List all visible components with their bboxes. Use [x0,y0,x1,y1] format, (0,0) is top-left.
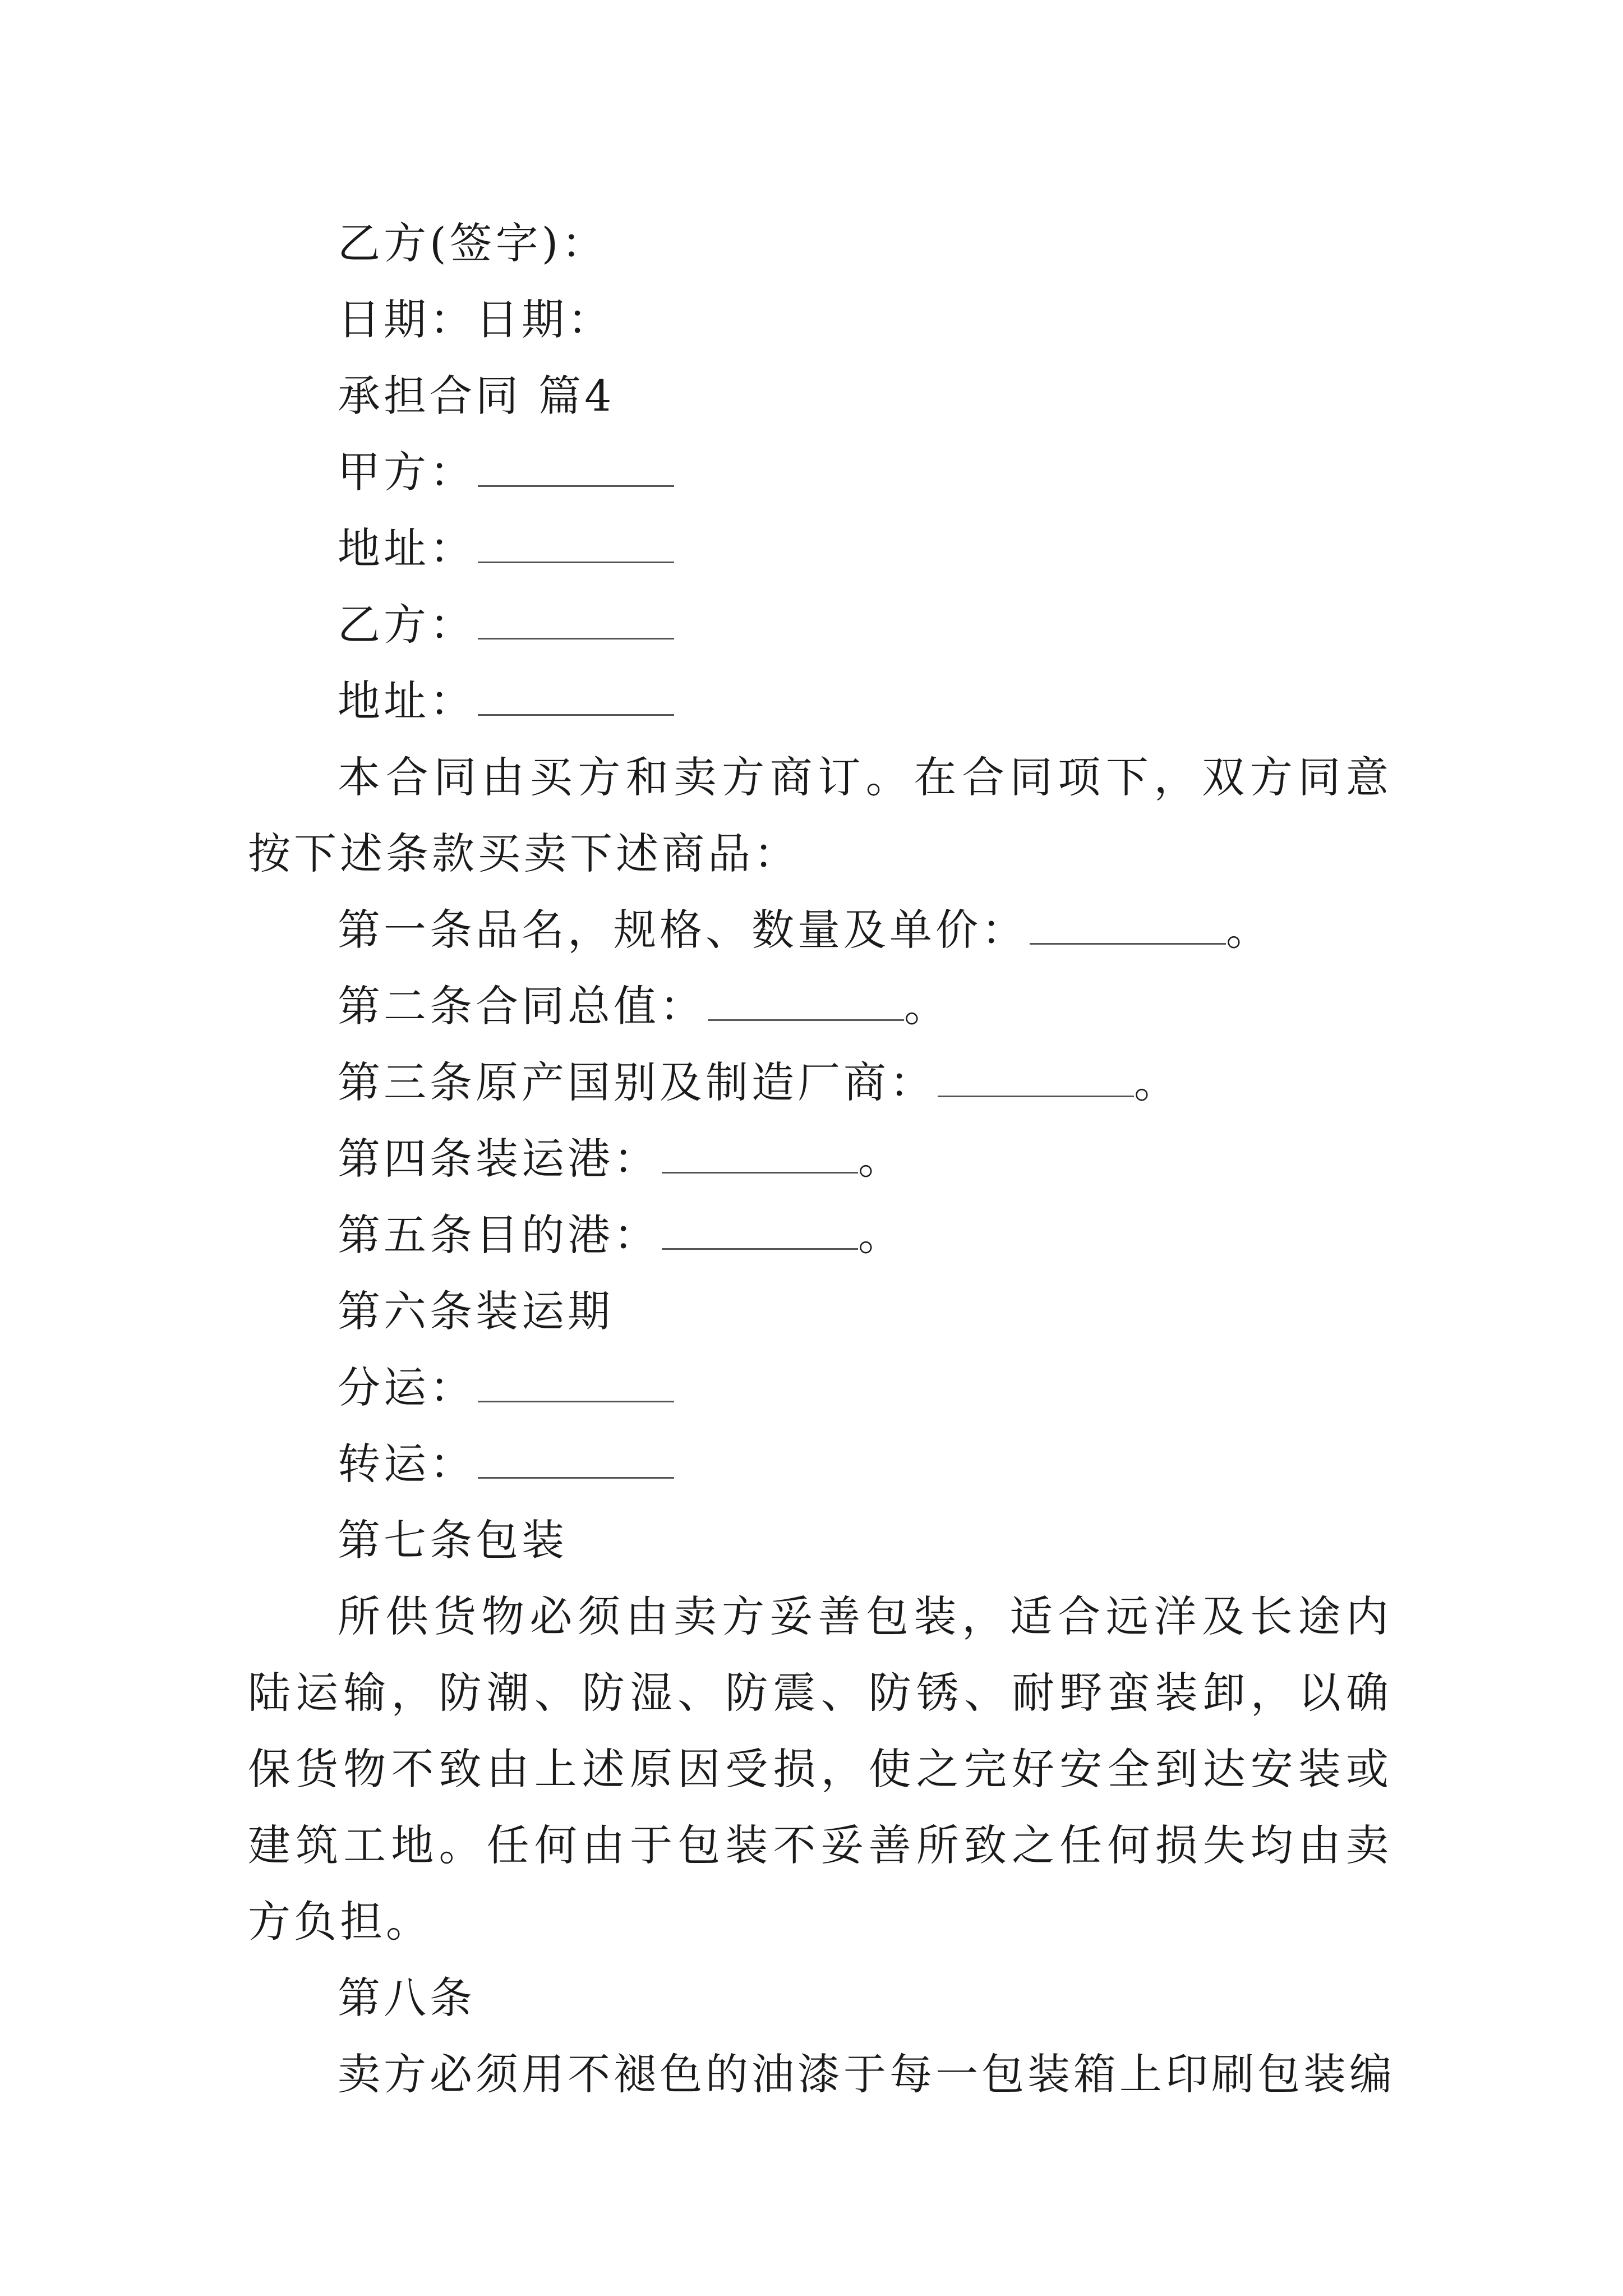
intro-text: 本合同由买方和卖方商订。在合同项下，双方同意按下述条款买卖下述商品： [248,752,1392,878]
date-line [248,282,1392,358]
clause-3-label: 第三条原产国别及制造厂商： [338,1057,935,1107]
party-a-blank[interactable] [478,450,674,487]
clause-4-line [248,1121,1392,1197]
clause-7-title [248,1502,1392,1579]
clause-6-title-text: 第六条装运期 [338,1286,614,1336]
section-title-text: 承担合同 篇4 [338,371,615,421]
clause-8-title-text: 第八条 [338,1973,476,2023]
clause-4-blank[interactable] [662,1137,858,1174]
clause-4-label: 第四条装运港： [338,1134,660,1184]
transshipment-line [248,1426,1392,1502]
clause-7-body-text: 所供货物必须由卖方妥善包装，适合远洋及长途内陆运输，防潮、防湿、防震、防锈、耐野蛮装卸，以确保货物不致由上述原因受损，使之完好安全到达安装或建筑工地。任何由于包装不妥善所致之任何损失均由卖方负担。 [248,1591,1392,1947]
document-body [248,205,1395,2113]
clause-5-label: 第五条目的港： [338,1210,660,1260]
transshipment-blank[interactable] [478,1442,674,1479]
party-b-signature-line [248,205,1392,282]
clause-1-line [248,892,1392,968]
partial-shipment-blank[interactable] [478,1366,674,1402]
party-b-address-label: 地址： [338,676,476,726]
clause-8-paragraph [248,2036,1395,2113]
clause-1-label: 第一条品名，规格、数量及单价： [338,905,1027,955]
clause-2-blank[interactable] [708,984,904,1021]
clause-7-title-text: 第七条包装 [338,1515,568,1565]
party-a-address-blank[interactable] [478,527,674,563]
intro-paragraph [248,739,1392,892]
clause-1-blank[interactable] [1030,908,1226,945]
clause-3-blank[interactable] [938,1061,1134,1097]
party-a-label: 甲方： [338,447,476,497]
clause-8-title [248,1960,1392,2036]
clause-6-title [248,1273,1392,1350]
party-a-address-line [248,510,1392,587]
clause-3-suffix: 。 [1134,1057,1180,1107]
clause-2-line [248,968,1392,1045]
clause-2-label: 第二条合同总值： [338,981,706,1031]
clause-5-line [248,1197,1392,1273]
party-b-line [248,587,1392,663]
party-b-signature-label: 乙方(签字)： [338,218,608,268]
party-b-blank[interactable] [478,603,674,639]
clause-5-suffix: 。 [858,1210,904,1260]
party-b-address-line [248,663,1392,739]
clause-1-suffix: 。 [1226,905,1272,955]
clause-3-line [248,1045,1392,1121]
party-b-label: 乙方： [338,600,476,650]
clause-5-blank[interactable] [662,1213,858,1250]
clause-4-suffix: 。 [858,1134,904,1184]
clause-2-suffix: 。 [904,981,950,1031]
section-title [248,358,1392,434]
clause-7-paragraph [248,1579,1392,1960]
party-a-line [248,434,1392,510]
partial-shipment-line [248,1350,1392,1426]
date-label: 日期：日期： [338,295,614,344]
party-b-address-blank[interactable] [478,679,674,716]
party-a-address-label: 地址： [338,523,476,573]
clause-8-body-text: 卖方必须用不褪色的油漆于每一包装箱上印刷包装编 [338,2049,1395,2099]
partial-shipment-label: 分运： [338,1363,476,1412]
transshipment-label: 转运： [338,1439,476,1489]
